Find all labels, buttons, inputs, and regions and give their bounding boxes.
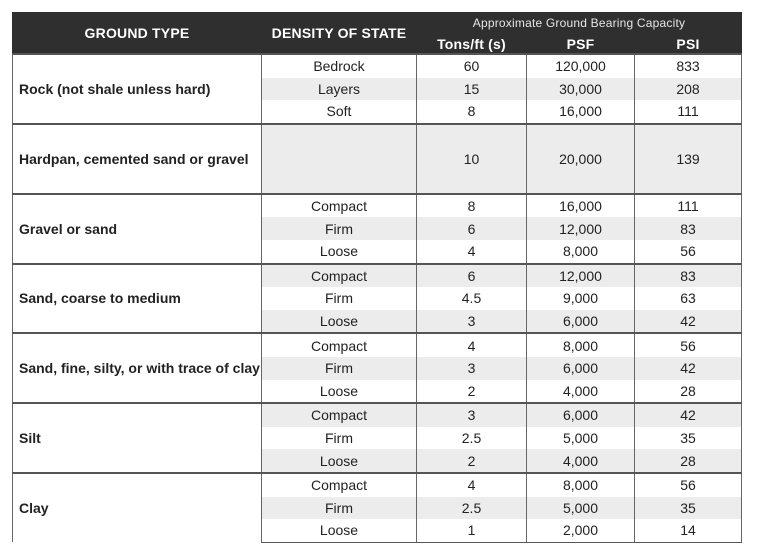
density-state-cell: Firm [262, 427, 417, 450]
psi-cell: 56 [635, 473, 742, 497]
ground-type-cell: Hardpan, cemented sand or gravel [13, 124, 262, 194]
density-state-cell: Loose [262, 380, 417, 404]
tons-per-ft-cell: 4.5 [417, 287, 527, 310]
psf-cell: 8,000 [527, 240, 635, 264]
header-density-of-state: DENSITY OF STATE [262, 13, 417, 55]
bearing-capacity-table-container [12, 12, 741, 546]
tons-per-ft-cell: 6 [417, 264, 527, 288]
tons-per-ft-cell: 4 [417, 333, 527, 357]
header-ground-type: GROUND TYPE [13, 13, 262, 55]
tons-per-ft-cell: 15 [417, 78, 527, 101]
density-state-cell: Loose [262, 449, 417, 473]
psi-cell: 111 [635, 194, 742, 218]
psi-cell: 42 [635, 310, 742, 334]
psi-cell: 111 [635, 100, 742, 124]
density-state-cell: Compact [262, 333, 417, 357]
psi-cell: 14 [635, 519, 742, 542]
tons-per-ft-cell: 8 [417, 194, 527, 218]
density-state-cell: Loose [262, 240, 417, 264]
psf-cell: 16,000 [527, 194, 635, 218]
tons-per-ft-cell: 4 [417, 240, 527, 264]
density-state-cell: Firm [262, 217, 417, 240]
table-row [13, 124, 742, 194]
table-row [13, 333, 742, 357]
psi-cell: 28 [635, 449, 742, 473]
psi-cell: 28 [635, 380, 742, 404]
psi-cell: 42 [635, 357, 742, 380]
tons-per-ft-cell: 2.5 [417, 427, 527, 450]
psf-cell: 5,000 [527, 427, 635, 450]
psf-cell: 120,000 [527, 54, 635, 78]
density-state-cell: Loose [262, 310, 417, 334]
ground-type-cell: Silt [13, 403, 262, 473]
tons-per-ft-cell: 60 [417, 54, 527, 78]
psf-cell: 2,000 [527, 519, 635, 542]
density-state-cell: Compact [262, 473, 417, 497]
tons-per-ft-cell: 8 [417, 100, 527, 124]
density-state-cell: Bedrock [262, 54, 417, 78]
psf-cell: 20,000 [527, 124, 635, 194]
psi-cell: 56 [635, 333, 742, 357]
ground-type-cell: Rock (not shale unless hard) [13, 54, 262, 124]
tons-per-ft-cell: 3 [417, 403, 527, 427]
tons-per-ft-cell: 2 [417, 449, 527, 473]
psf-cell: 8,000 [527, 473, 635, 497]
psf-cell: 8,000 [527, 333, 635, 357]
psf-cell: 6,000 [527, 403, 635, 427]
tons-per-ft-cell: 10 [417, 124, 527, 194]
bearing-capacity-table [12, 12, 742, 543]
ground-type-cell: Clay [13, 473, 262, 542]
table-row [13, 403, 742, 427]
psi-cell: 35 [635, 497, 742, 520]
psi-cell: 56 [635, 240, 742, 264]
density-state-cell [262, 124, 417, 194]
psi-cell: 83 [635, 217, 742, 240]
density-state-cell: Compact [262, 194, 417, 218]
tons-per-ft-cell: 3 [417, 357, 527, 380]
tons-per-ft-cell: 6 [417, 217, 527, 240]
psi-cell: 42 [635, 403, 742, 427]
table-row [13, 194, 742, 218]
density-state-cell: Compact [262, 264, 417, 288]
tons-per-ft-cell: 2.5 [417, 497, 527, 520]
table-row [13, 54, 742, 78]
psf-cell: 4,000 [527, 380, 635, 404]
density-state-cell: Layers [262, 78, 417, 101]
header-bearing-capacity-group: Approximate Ground Bearing Capacity [417, 13, 742, 34]
psi-cell: 35 [635, 427, 742, 450]
psf-cell: 6,000 [527, 357, 635, 380]
psf-cell: 6,000 [527, 310, 635, 334]
header-tons: Tons/ft (s) [417, 34, 527, 55]
tons-per-ft-cell: 2 [417, 380, 527, 404]
ground-type-cell: Sand, fine, silty, or with trace of clay [13, 333, 262, 403]
table-header [13, 13, 742, 55]
table-row [13, 473, 742, 497]
ground-type-cell: Sand, coarse to medium [13, 264, 262, 334]
psf-cell: 12,000 [527, 264, 635, 288]
psi-cell: 139 [635, 124, 742, 194]
header-psi: PSI [635, 34, 742, 55]
psf-cell: 30,000 [527, 78, 635, 101]
tons-per-ft-cell: 4 [417, 473, 527, 497]
psi-cell: 63 [635, 287, 742, 310]
header-psf: PSF [527, 34, 635, 55]
psf-cell: 16,000 [527, 100, 635, 124]
psi-cell: 83 [635, 264, 742, 288]
tons-per-ft-cell: 3 [417, 310, 527, 334]
table-row [13, 264, 742, 288]
psf-cell: 12,000 [527, 217, 635, 240]
psf-cell: 9,000 [527, 287, 635, 310]
psf-cell: 5,000 [527, 497, 635, 520]
density-state-cell: Firm [262, 357, 417, 380]
ground-type-cell: Gravel or sand [13, 194, 262, 264]
density-state-cell: Firm [262, 287, 417, 310]
density-state-cell: Soft [262, 100, 417, 124]
tons-per-ft-cell: 1 [417, 519, 527, 542]
table-body [13, 54, 742, 542]
density-state-cell: Firm [262, 497, 417, 520]
psf-cell: 4,000 [527, 449, 635, 473]
psi-cell: 833 [635, 54, 742, 78]
density-state-cell: Loose [262, 519, 417, 542]
density-state-cell: Compact [262, 403, 417, 427]
psi-cell: 208 [635, 78, 742, 101]
